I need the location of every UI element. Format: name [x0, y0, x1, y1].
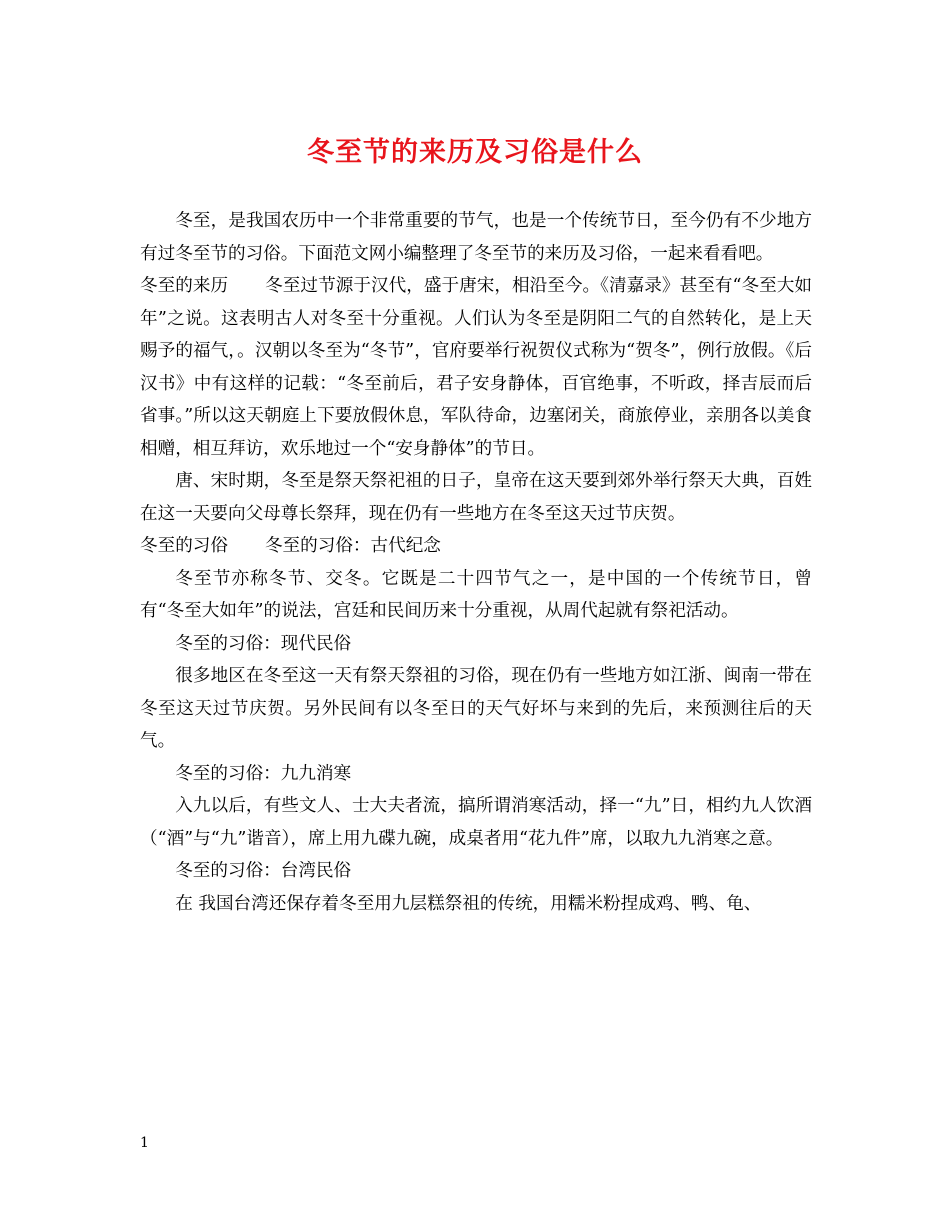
customs-heading-line [140, 530, 812, 563]
subheading-ancient: 冬至的习俗：古代纪念 [264, 536, 441, 556]
taiwan-paragraph: 在 我国台湾还保存着冬至用九层糕祭祖的传统，用糯米粉捏成鸡、鸭、龟、 [175, 893, 762, 914]
subheading-nine-nine: 冬至的习俗：九九消寒 [175, 763, 352, 784]
modern-paragraph: 很多地区在冬至这一天有祭天祭祖的习俗，现在仍有一些地方如江浙、闽南一带在冬至这天过节庆贺。另外民间有以冬至日的天气好坏与来到的先后，来预测往后的天气。 [140, 666, 812, 751]
document-body [140, 205, 812, 920]
intro-paragraph: 冬至，是我国农历中一个非常重要的节气，也是一个传统节日，至今仍有不少地方有过冬至节的习俗。下面范文网小编整理了冬至节的来历及习俗，一起来看看吧。 [140, 211, 812, 264]
tang-song-paragraph: 唐、宋时期，冬至是祭天祭祀祖的日子，皇帝在这天要到郊外举行祭天大典，百姓在这一天要向父母尊长祭拜，现在仍有一些地方在冬至这天过节庆贺。 [140, 471, 812, 524]
document-title: 冬至节的来历及习俗是什么 [307, 137, 643, 168]
page-number: 1 [140, 1135, 149, 1151]
ancient-paragraph: 冬至节亦称冬节、交冬。它既是二十四节气之一，是中国的一个传统节日，曾有“冬至大如年”的说法，宫廷和民间历来十分重视，从周代起就有祭祀活动。 [140, 568, 812, 621]
section-heading-origin: 冬至的来历 [140, 276, 229, 296]
subheading-modern: 冬至的习俗：现代民俗 [175, 633, 352, 654]
section-heading-customs: 冬至的习俗 [140, 536, 228, 556]
subheading-taiwan: 冬至的习俗：台湾民俗 [175, 861, 352, 881]
nine-nine-paragraph: 入九以后，有些文人、士大夫者流，搞所谓消寒活动，择一“九”日，相约九人饮酒（“酒”与“九”谐音），席上用九碟九碗，成桌者用“花九件”席，以取九九消寒之意。 [140, 796, 812, 849]
origin-paragraph [140, 270, 812, 465]
origin-text: 冬至过节源于汉代，盛于唐宋，相沿至今。《清嘉录》甚至有“冬至大如年”之说。这表明古人对冬至十分重视。人们认为冬至是阴阳二气的自然转化，是上天赐予的福气，。汉朝以冬至为“冬节”，官府要举行祝贺仪式称为“贺冬”，例行放假。《后汉书》中有这样的记载：“冬至前后，君子安身静体，百官绝事，不听政，择吉辰而后省事。”所以这天朝庭上下要放假休息，军队待命，边塞闭关，商旅停业，亲朋各以美食相赠，相互拜访，欢乐地过一个“安身静体”的节日。 [140, 276, 812, 459]
